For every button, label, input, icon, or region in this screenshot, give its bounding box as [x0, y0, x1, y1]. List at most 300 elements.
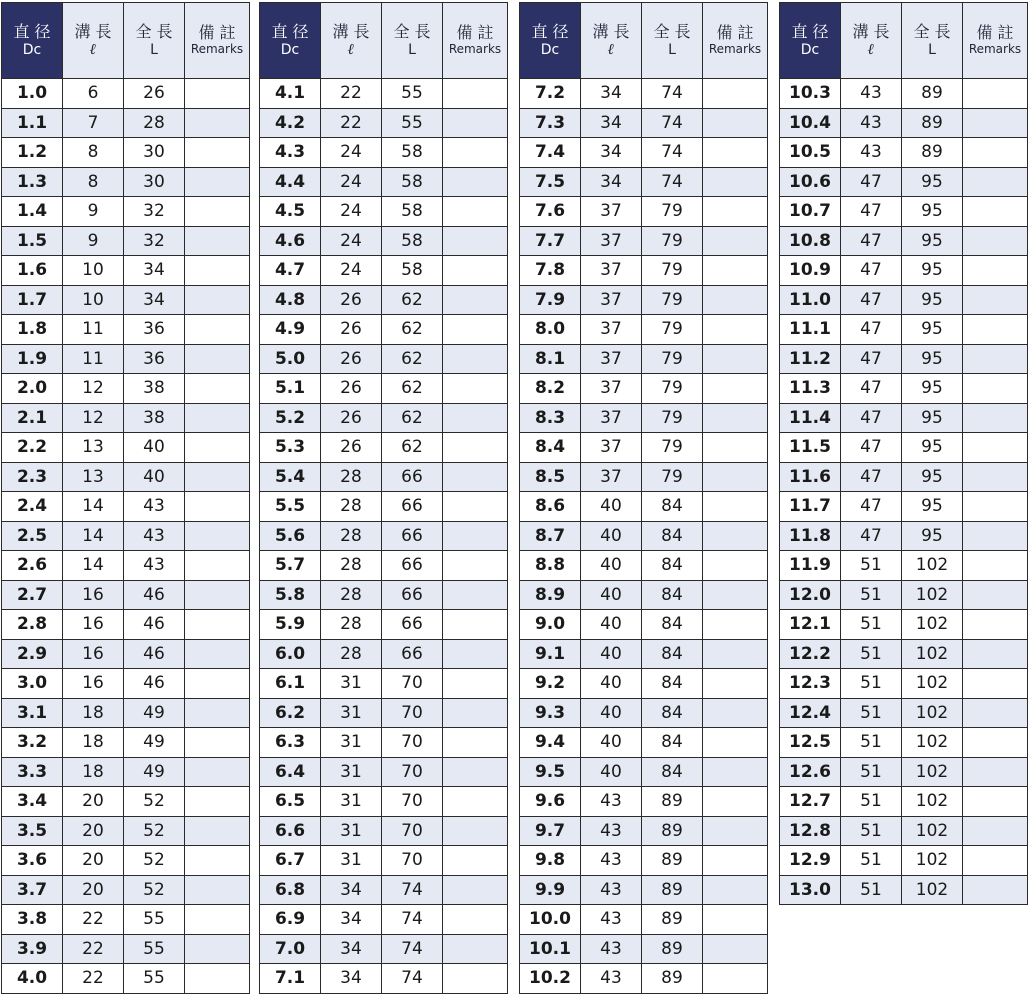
diameter-cell: 10.4 — [780, 108, 841, 138]
remarks-cell — [963, 669, 1028, 699]
table-row — [780, 669, 1028, 699]
overall-length-cell: 66 — [382, 610, 443, 640]
flute-length-cell: 13 — [63, 433, 124, 463]
table-row — [260, 138, 508, 168]
table-row — [520, 934, 768, 964]
table-row — [520, 964, 768, 994]
overall-length-cell: 49 — [124, 757, 185, 787]
diameter-cell: 1.2 — [2, 138, 63, 168]
remarks-cell — [963, 580, 1028, 610]
overall-length-cell: 70 — [382, 787, 443, 817]
header-diameter-en: Dc — [280, 41, 300, 58]
remarks-cell — [963, 492, 1028, 522]
header-remarks-en: Remarks — [968, 41, 1022, 56]
table-row — [2, 492, 250, 522]
remarks-cell — [443, 551, 508, 581]
remarks-cell — [703, 610, 768, 640]
overall-length-cell: 89 — [642, 816, 703, 846]
overall-length-cell: 102 — [902, 757, 963, 787]
overall-length-cell: 84 — [642, 698, 703, 728]
header-overall-length — [902, 3, 963, 79]
header-overall-jp: 全長 — [913, 22, 956, 42]
overall-length-cell: 79 — [642, 344, 703, 374]
diameter-cell: 12.9 — [780, 846, 841, 876]
diameter-cell: 10.8 — [780, 226, 841, 256]
remarks-cell — [703, 580, 768, 610]
overall-length-cell: 74 — [642, 79, 703, 109]
table-row — [260, 462, 508, 492]
remarks-cell — [185, 905, 250, 935]
diameter-cell: 1.5 — [2, 226, 63, 256]
remarks-cell — [963, 698, 1028, 728]
flute-length-cell: 22 — [63, 905, 124, 935]
flute-length-cell: 31 — [321, 669, 382, 699]
table-row — [260, 816, 508, 846]
overall-length-cell: 62 — [382, 285, 443, 315]
flute-length-cell: 31 — [321, 698, 382, 728]
overall-length-cell: 102 — [902, 669, 963, 699]
flute-length-cell: 24 — [321, 197, 382, 227]
diameter-cell: 3.9 — [2, 934, 63, 964]
diameter-cell: 12.0 — [780, 580, 841, 610]
table-row — [260, 875, 508, 905]
remarks-cell — [443, 403, 508, 433]
header-flute-jp: 溝長 — [592, 21, 635, 41]
flute-length-cell: 43 — [581, 905, 642, 935]
table-row — [2, 875, 250, 905]
remarks-cell — [443, 138, 508, 168]
flute-length-cell: 34 — [321, 934, 382, 964]
remarks-cell — [963, 875, 1028, 905]
diameter-cell: 2.9 — [2, 639, 63, 669]
remarks-cell — [185, 728, 250, 758]
overall-length-cell: 102 — [902, 580, 963, 610]
overall-length-cell: 95 — [902, 344, 963, 374]
remarks-cell — [703, 79, 768, 109]
table-row — [260, 580, 508, 610]
flute-length-cell: 26 — [321, 374, 382, 404]
flute-length-cell: 24 — [321, 138, 382, 168]
overall-length-cell: 84 — [642, 757, 703, 787]
header-remarks — [963, 3, 1028, 79]
flute-length-cell: 7 — [63, 108, 124, 138]
diameter-cell: 2.7 — [2, 580, 63, 610]
header-overall-length — [382, 3, 443, 79]
overall-length-cell: 38 — [124, 403, 185, 433]
table-row — [2, 374, 250, 404]
flute-length-cell: 18 — [63, 757, 124, 787]
table-row — [260, 846, 508, 876]
remarks-cell — [963, 757, 1028, 787]
flute-length-cell: 37 — [581, 462, 642, 492]
flute-length-cell: 51 — [841, 580, 902, 610]
overall-length-cell: 34 — [124, 256, 185, 286]
diameter-cell: 3.0 — [2, 669, 63, 699]
flute-length-cell: 22 — [63, 934, 124, 964]
flute-length-cell: 51 — [841, 757, 902, 787]
remarks-cell — [443, 757, 508, 787]
overall-length-cell: 102 — [902, 816, 963, 846]
diameter-cell: 6.6 — [260, 816, 321, 846]
remarks-cell — [963, 728, 1028, 758]
overall-length-cell: 49 — [124, 728, 185, 758]
diameter-cell: 7.4 — [520, 138, 581, 168]
remarks-cell — [703, 403, 768, 433]
flute-length-cell: 20 — [63, 816, 124, 846]
table-row — [780, 167, 1028, 197]
remarks-cell — [443, 285, 508, 315]
table-row — [2, 226, 250, 256]
flute-length-cell: 37 — [581, 403, 642, 433]
header-flute-jp: 溝長 — [332, 21, 375, 41]
diameter-cell: 1.3 — [2, 167, 63, 197]
remarks-cell — [443, 197, 508, 227]
overall-length-cell: 70 — [382, 698, 443, 728]
table-row — [520, 108, 768, 138]
remarks-cell — [443, 639, 508, 669]
flute-length-cell: 8 — [63, 167, 124, 197]
table-row — [780, 816, 1028, 846]
table-row — [2, 964, 250, 994]
overall-length-cell: 79 — [642, 462, 703, 492]
remarks-cell — [703, 315, 768, 345]
header-overall-en: L — [668, 41, 676, 58]
overall-length-cell: 34 — [124, 285, 185, 315]
remarks-cell — [443, 79, 508, 109]
flute-length-cell: 43 — [841, 79, 902, 109]
table-row — [780, 256, 1028, 286]
flute-length-cell: 43 — [841, 108, 902, 138]
header-remarks — [703, 3, 768, 79]
flute-length-cell: 12 — [63, 403, 124, 433]
table-row — [520, 580, 768, 610]
overall-length-cell: 79 — [642, 374, 703, 404]
remarks-cell — [185, 757, 250, 787]
diameter-cell: 3.5 — [2, 816, 63, 846]
remarks-cell — [443, 728, 508, 758]
remarks-cell — [703, 492, 768, 522]
overall-length-cell: 55 — [124, 964, 185, 994]
header-row — [520, 3, 768, 79]
diameter-cell: 12.1 — [780, 610, 841, 640]
overall-length-cell: 58 — [382, 226, 443, 256]
diameter-cell: 10.5 — [780, 138, 841, 168]
table-row — [780, 403, 1028, 433]
table-row — [260, 551, 508, 581]
flute-length-cell: 20 — [63, 875, 124, 905]
remarks-cell — [185, 551, 250, 581]
diameter-cell: 4.6 — [260, 226, 321, 256]
remarks-cell — [703, 698, 768, 728]
flute-length-cell: 26 — [321, 315, 382, 345]
table-row — [2, 816, 250, 846]
table-row — [780, 79, 1028, 109]
diameter-cell: 1.4 — [2, 197, 63, 227]
overall-length-cell: 62 — [382, 344, 443, 374]
overall-length-cell: 55 — [124, 934, 185, 964]
overall-length-cell: 43 — [124, 492, 185, 522]
diameter-cell: 11.9 — [780, 551, 841, 581]
flute-length-cell: 26 — [321, 344, 382, 374]
diameter-cell: 9.0 — [520, 610, 581, 640]
diameter-cell: 12.4 — [780, 698, 841, 728]
table-row — [260, 728, 508, 758]
spec-table-2 — [259, 2, 508, 994]
flute-length-cell: 31 — [321, 816, 382, 846]
header-flute-symbol: ℓ — [347, 40, 355, 59]
remarks-cell — [185, 875, 250, 905]
diameter-cell: 1.9 — [2, 344, 63, 374]
table-row — [780, 521, 1028, 551]
diameter-cell: 7.8 — [520, 256, 581, 286]
remarks-cell — [443, 226, 508, 256]
remarks-cell — [443, 934, 508, 964]
overall-length-cell: 46 — [124, 580, 185, 610]
remarks-cell — [963, 639, 1028, 669]
flute-length-cell: 34 — [581, 108, 642, 138]
diameter-cell: 4.8 — [260, 285, 321, 315]
header-diameter-jp: 直径 — [13, 22, 56, 42]
diameter-cell: 2.5 — [2, 521, 63, 551]
table-row — [2, 934, 250, 964]
table-row — [780, 197, 1028, 227]
diameter-cell: 8.6 — [520, 492, 581, 522]
flute-length-cell: 43 — [581, 875, 642, 905]
diameter-cell: 4.1 — [260, 79, 321, 109]
table-row — [520, 698, 768, 728]
overall-length-cell: 79 — [642, 403, 703, 433]
flute-length-cell: 43 — [581, 934, 642, 964]
flute-length-cell: 37 — [581, 285, 642, 315]
table-row — [260, 374, 508, 404]
table-row — [260, 492, 508, 522]
overall-length-cell: 62 — [382, 403, 443, 433]
diameter-cell: 4.5 — [260, 197, 321, 227]
diameter-cell: 2.8 — [2, 610, 63, 640]
flute-length-cell: 43 — [841, 138, 902, 168]
diameter-cell: 5.1 — [260, 374, 321, 404]
remarks-cell — [185, 226, 250, 256]
table-row — [2, 79, 250, 109]
table-row — [780, 315, 1028, 345]
table-row — [520, 757, 768, 787]
diameter-cell: 8.2 — [520, 374, 581, 404]
overall-length-cell: 55 — [124, 905, 185, 935]
flute-length-cell: 28 — [321, 551, 382, 581]
overall-length-cell: 62 — [382, 315, 443, 345]
flute-length-cell: 40 — [581, 492, 642, 522]
table-row — [2, 344, 250, 374]
overall-length-cell: 102 — [902, 728, 963, 758]
table-row — [2, 639, 250, 669]
overall-length-cell: 79 — [642, 285, 703, 315]
table-row — [520, 226, 768, 256]
diameter-cell: 9.7 — [520, 816, 581, 846]
flute-length-cell: 22 — [321, 79, 382, 109]
remarks-cell — [443, 816, 508, 846]
overall-length-cell: 36 — [124, 344, 185, 374]
table-row — [780, 757, 1028, 787]
overall-length-cell: 95 — [902, 315, 963, 345]
diameter-cell: 5.3 — [260, 433, 321, 463]
overall-length-cell: 74 — [382, 875, 443, 905]
flute-length-cell: 37 — [581, 374, 642, 404]
diameter-cell: 11.1 — [780, 315, 841, 345]
header-flute-jp: 溝長 — [74, 21, 117, 41]
remarks-cell — [185, 492, 250, 522]
flute-length-cell: 31 — [321, 728, 382, 758]
overall-length-cell: 66 — [382, 492, 443, 522]
table-row — [260, 934, 508, 964]
header-diameter — [780, 3, 841, 79]
table-row — [780, 226, 1028, 256]
diameter-cell: 9.8 — [520, 846, 581, 876]
table-row — [520, 167, 768, 197]
flute-length-cell: 40 — [581, 757, 642, 787]
flute-length-cell: 12 — [63, 374, 124, 404]
remarks-cell — [443, 964, 508, 994]
table-row — [520, 521, 768, 551]
remarks-cell — [185, 580, 250, 610]
table-row — [780, 698, 1028, 728]
overall-length-cell: 32 — [124, 226, 185, 256]
remarks-cell — [703, 344, 768, 374]
table-row — [780, 433, 1028, 463]
overall-length-cell: 70 — [382, 669, 443, 699]
overall-length-cell: 36 — [124, 315, 185, 345]
header-row — [2, 3, 250, 79]
overall-length-cell: 46 — [124, 610, 185, 640]
table-row — [520, 197, 768, 227]
flute-length-cell: 51 — [841, 669, 902, 699]
remarks-cell — [443, 256, 508, 286]
table-row — [2, 669, 250, 699]
diameter-cell: 10.7 — [780, 197, 841, 227]
diameter-cell: 2.1 — [2, 403, 63, 433]
flute-length-cell: 43 — [581, 964, 642, 994]
remarks-cell — [703, 669, 768, 699]
table-row — [2, 551, 250, 581]
remarks-cell — [703, 285, 768, 315]
flute-length-cell: 43 — [581, 846, 642, 876]
diameter-cell: 9.4 — [520, 728, 581, 758]
overall-length-cell: 95 — [902, 492, 963, 522]
header-overall-en: L — [928, 41, 936, 58]
flute-length-cell: 34 — [581, 79, 642, 109]
remarks-cell — [185, 285, 250, 315]
flute-length-cell: 37 — [581, 256, 642, 286]
diameter-cell: 12.8 — [780, 816, 841, 846]
diameter-cell: 6.1 — [260, 669, 321, 699]
flute-length-cell: 28 — [321, 580, 382, 610]
remarks-cell — [185, 403, 250, 433]
header-flute-length — [841, 3, 902, 79]
overall-length-cell: 62 — [382, 374, 443, 404]
diameter-cell: 2.4 — [2, 492, 63, 522]
remarks-cell — [703, 226, 768, 256]
flute-length-cell: 16 — [63, 610, 124, 640]
diameter-cell: 2.3 — [2, 462, 63, 492]
remarks-cell — [185, 433, 250, 463]
table-row — [260, 610, 508, 640]
diameter-cell: 2.6 — [2, 551, 63, 581]
header-flute-symbol: ℓ — [607, 40, 615, 59]
header-diameter — [520, 3, 581, 79]
table-row — [520, 728, 768, 758]
flute-length-cell: 47 — [841, 285, 902, 315]
overall-length-cell: 66 — [382, 521, 443, 551]
remarks-cell — [185, 934, 250, 964]
table-row — [2, 197, 250, 227]
flute-length-cell: 10 — [63, 256, 124, 286]
remarks-cell — [443, 462, 508, 492]
table-row — [260, 226, 508, 256]
overall-length-cell: 66 — [382, 639, 443, 669]
flute-length-cell: 47 — [841, 226, 902, 256]
diameter-cell: 3.1 — [2, 698, 63, 728]
remarks-cell — [185, 964, 250, 994]
diameter-cell: 6.8 — [260, 875, 321, 905]
diameter-cell: 3.7 — [2, 875, 63, 905]
remarks-cell — [703, 433, 768, 463]
table-row — [2, 846, 250, 876]
table-row — [780, 108, 1028, 138]
remarks-cell — [963, 433, 1028, 463]
flute-length-cell: 34 — [321, 964, 382, 994]
flute-length-cell: 28 — [321, 521, 382, 551]
remarks-cell — [963, 138, 1028, 168]
header-overall-jp: 全長 — [393, 22, 436, 42]
header-diameter-en: Dc — [22, 41, 42, 58]
header-remarks — [185, 3, 250, 79]
flute-length-cell: 34 — [321, 875, 382, 905]
header-diameter-en: Dc — [540, 41, 560, 58]
table-row — [520, 816, 768, 846]
overall-length-cell: 95 — [902, 403, 963, 433]
remarks-cell — [443, 875, 508, 905]
diameter-cell: 10.3 — [780, 79, 841, 109]
overall-length-cell: 52 — [124, 816, 185, 846]
header-flute-length — [63, 3, 124, 79]
diameter-cell: 4.2 — [260, 108, 321, 138]
remarks-cell — [443, 787, 508, 817]
overall-length-cell: 95 — [902, 285, 963, 315]
flute-length-cell: 34 — [581, 167, 642, 197]
table-row — [260, 433, 508, 463]
overall-length-cell: 95 — [902, 167, 963, 197]
header-diameter — [2, 3, 63, 79]
remarks-cell — [963, 462, 1028, 492]
table-row — [520, 344, 768, 374]
overall-length-cell: 46 — [124, 639, 185, 669]
flute-length-cell: 47 — [841, 492, 902, 522]
remarks-cell — [185, 521, 250, 551]
flute-length-cell: 47 — [841, 167, 902, 197]
overall-length-cell: 95 — [902, 226, 963, 256]
remarks-cell — [443, 167, 508, 197]
remarks-cell — [703, 138, 768, 168]
overall-length-cell: 40 — [124, 462, 185, 492]
flute-length-cell: 40 — [581, 669, 642, 699]
table-row — [520, 285, 768, 315]
remarks-cell — [963, 256, 1028, 286]
remarks-cell — [703, 462, 768, 492]
table-row — [780, 639, 1028, 669]
flute-length-cell: 28 — [321, 610, 382, 640]
table-row — [780, 728, 1028, 758]
overall-length-cell: 52 — [124, 875, 185, 905]
table-row — [260, 757, 508, 787]
